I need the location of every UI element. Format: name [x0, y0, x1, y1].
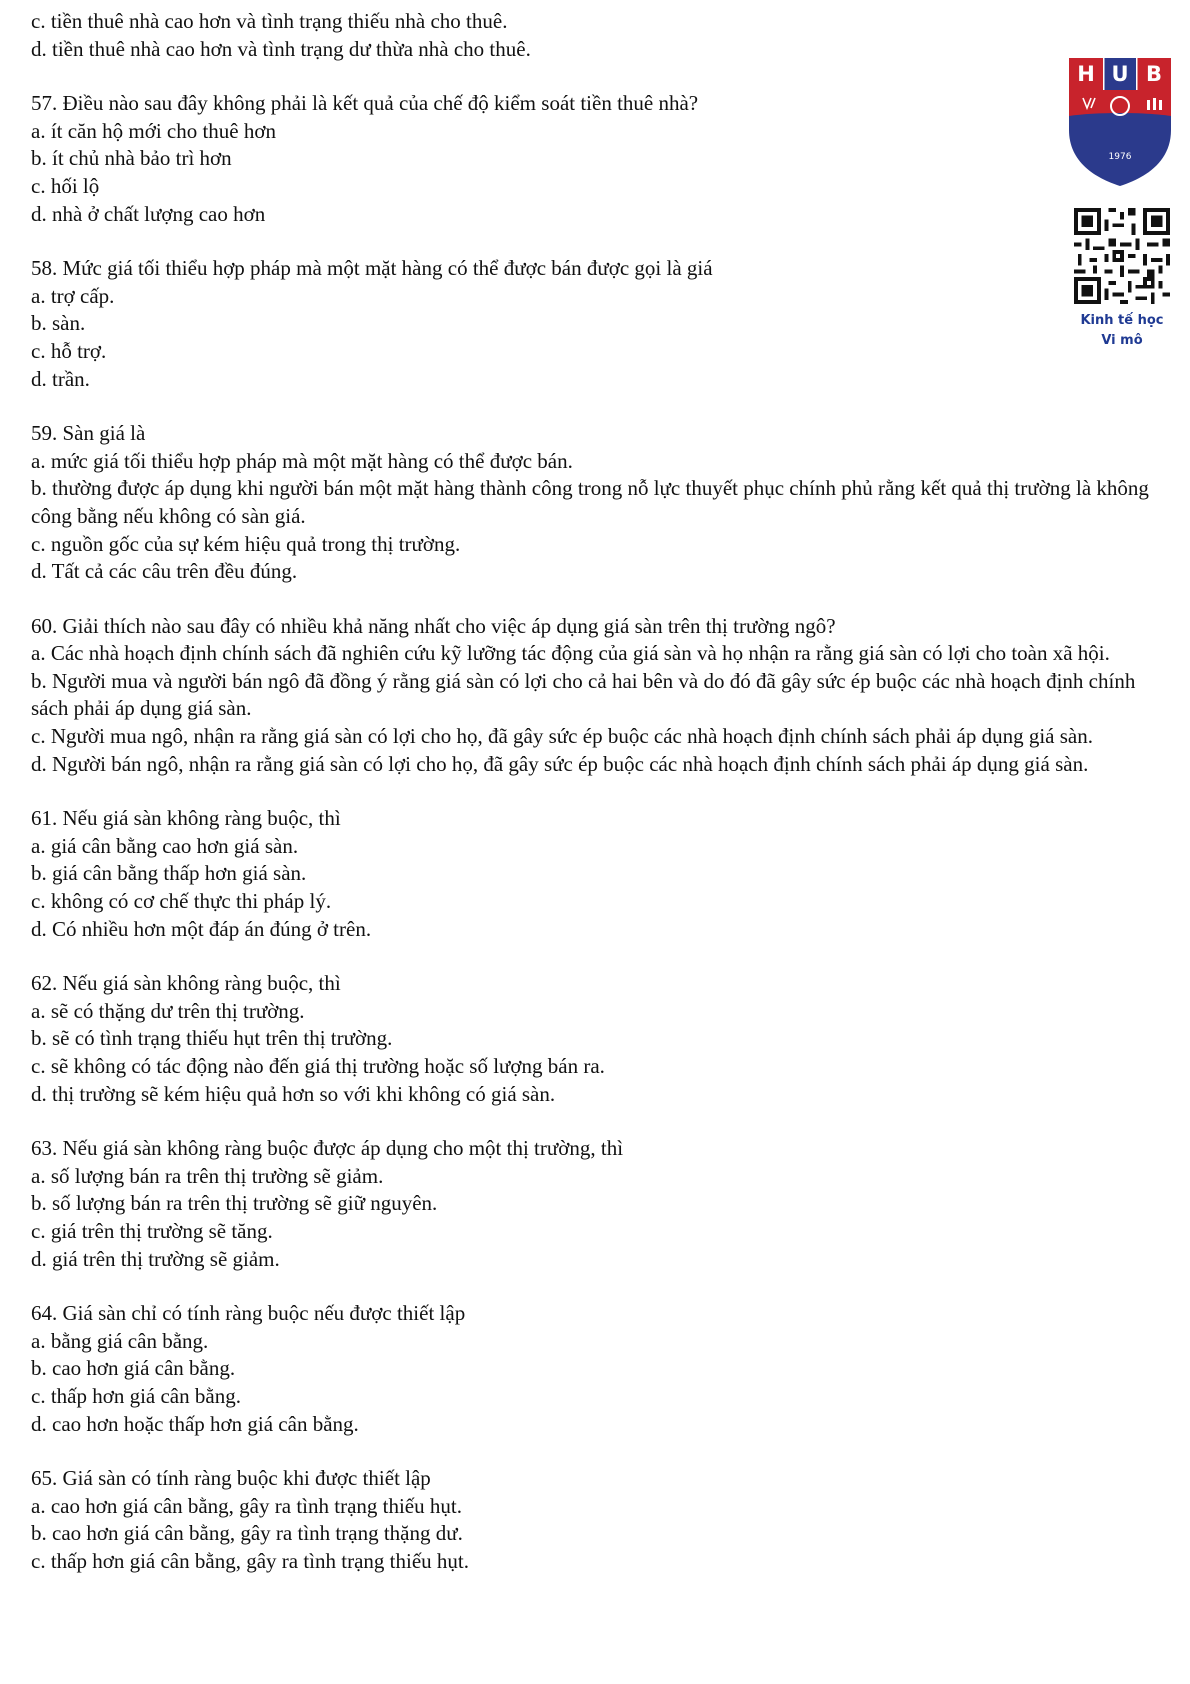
- question-stem: 61. Nếu giá sàn không ràng buộc, thì: [31, 806, 341, 831]
- option-c: c. hỗ trợ.: [31, 338, 107, 363]
- option-c: c. không có cơ chế thực thi pháp lý.: [31, 889, 332, 914]
- question-65: [31, 1465, 1171, 1575]
- question-stem: 58. Mức giá tối thiểu hợp pháp mà một mặt hàng có thể được bán được gọi là giá: [31, 256, 713, 281]
- question-62: [31, 970, 1171, 1108]
- option-a: a. sẽ có thặng dư trên thị trường.: [31, 998, 305, 1023]
- option-a: a. trợ cấp.: [31, 283, 115, 308]
- option-b: b. sẽ có tình trạng thiếu hụt trên thị trường.: [31, 1026, 393, 1051]
- option-d: d. cao hơn hoặc thấp hơn giá cân bằng.: [31, 1411, 359, 1436]
- option-d: d. Tất cả các câu trên đều đúng.: [31, 559, 298, 584]
- option-c: c. tiền thuê nhà cao hơn và tình trạng thiếu nhà cho thuê.: [31, 9, 508, 33]
- option-d: d. Người bán ngô, nhận ra rằng giá sàn có lợi cho họ, đã gây sức ép buộc các nhà hoạch định chính sách phải áp dụng giá sàn.: [31, 751, 1089, 776]
- option-a: a. ít căn hộ mới cho thuê hơn: [31, 118, 276, 143]
- option-b: b. ít chủ nhà bảo trì hơn: [31, 146, 232, 171]
- question-59: [31, 420, 1171, 586]
- option-a: a. số lượng bán ra trên thị trường sẽ giảm.: [31, 1163, 384, 1188]
- option-b: b. cao hơn giá cân bằng, gây ra tình trạng thặng dư.: [31, 1521, 463, 1546]
- question-61: [31, 805, 1171, 943]
- option-a: a. bằng giá cân bằng.: [31, 1328, 209, 1353]
- option-c: c. thấp hơn giá cân bằng, gây ra tình trạng thiếu hụt.: [31, 1548, 469, 1573]
- option-b: b. giá cân bằng thấp hơn giá sàn.: [31, 861, 307, 886]
- option-b: b. số lượng bán ra trên thị trường sẽ giữ nguyên.: [31, 1191, 438, 1216]
- option-c: c. Người mua ngô, nhận ra rằng giá sàn có lợi cho họ, đã gây sức ép buộc các nhà hoạch định chính sách phải áp dụng giá sàn.: [31, 724, 1093, 749]
- question-stem: 64. Giá sàn chỉ có tính ràng buộc nếu được thiết lập: [31, 1301, 466, 1326]
- question-stem: 65. Giá sàn có tính ràng buộc khi được thiết lập: [31, 1466, 431, 1491]
- question-stem: 60. Giải thích nào sau đây có nhiều khả năng nhất cho việc áp dụng giá sàn trên thị trường ngô?: [31, 613, 836, 638]
- badge-letter-u: U: [1111, 62, 1129, 86]
- option-d: d. tiền thuê nhà cao hơn và tình trạng dư thừa nhà cho thuê.: [31, 36, 531, 61]
- question-stem: 62. Nếu giá sàn không ràng buộc, thì: [31, 971, 341, 996]
- subject-line-1: Kinh tế học: [1080, 313, 1164, 328]
- option-c: c. giá trên thị trường sẽ tăng.: [31, 1218, 273, 1243]
- option-a: a. Các nhà hoạch định chính sách đã nghiên cứu kỹ lưỡng tác động của giá sàn và họ nhận ra rằng giá sàn có lợi cho toàn xã hội.: [31, 641, 1110, 666]
- option-a: a. giá cân bằng cao hơn giá sàn.: [31, 833, 299, 858]
- option-d: d. thị trường sẽ kém hiệu quả hơn so với khi không có giá sàn.: [31, 1081, 556, 1106]
- option-b: b. Người mua và người bán ngô đã đồng ý rằng giá sàn có lợi cho cả hai bên và do đó đã gây sức ép buộc các nhà hoạch định chính sách phải áp dụng giá sàn.: [31, 668, 1136, 721]
- question-58: [31, 255, 1171, 393]
- option-b: b. sàn.: [31, 311, 86, 336]
- option-c: c. sẽ không có tác động nào đến giá thị trường hoặc số lượng bán ra.: [31, 1054, 605, 1078]
- option-c: c. nguồn gốc của sự kém hiệu quả trong thị trường.: [31, 531, 461, 556]
- question-stem: 59. Sàn giá là: [31, 421, 146, 446]
- question-57: [31, 90, 1171, 228]
- option-d: d. Có nhiều hơn một đáp án đúng ở trên.: [31, 916, 372, 941]
- option-d: d. nhà ở chất lượng cao hơn: [31, 201, 266, 226]
- badge-letter-h: H: [1077, 62, 1095, 86]
- question-63: [31, 1135, 1171, 1273]
- option-a: a. cao hơn giá cân bằng, gây ra tình trạng thiếu hụt.: [31, 1493, 462, 1518]
- option-d: d. giá trên thị trường sẽ giảm.: [31, 1246, 280, 1271]
- badge-year: 1976: [1108, 152, 1132, 162]
- subject-line-2: Vi mô: [1101, 333, 1143, 348]
- question-stem: 57. Điều nào sau đây không phải là kết quả của chế độ kiểm soát tiền thuê nhà?: [31, 91, 699, 116]
- question-60: [31, 613, 1171, 779]
- option-b: b. cao hơn giá cân bằng.: [31, 1356, 236, 1381]
- option-c: c. thấp hơn giá cân bằng.: [31, 1383, 241, 1408]
- qr-code-icon[interactable]: [1074, 208, 1170, 304]
- option-c: c. hối lộ: [31, 173, 100, 198]
- option-a: a. mức giá tối thiểu hợp pháp mà một mặt hàng có thể được bán.: [31, 448, 573, 473]
- badge-letter-b: B: [1145, 62, 1162, 86]
- previous-question-options: [31, 8, 1171, 63]
- option-d: d. trần.: [31, 366, 90, 391]
- option-b: b. thường được áp dụng khi người bán một mặt hàng thành công trong nỗ lực thuyết phục chính phủ rằng kết quả thị trường là không công bằng nếu không có sàn giá.: [31, 476, 1149, 528]
- question-stem: 63. Nếu giá sàn không ràng buộc được áp dụng cho một thị trường, thì: [31, 1136, 624, 1161]
- question-64: [31, 1300, 1171, 1438]
- document-page: [31, 8, 1171, 1603]
